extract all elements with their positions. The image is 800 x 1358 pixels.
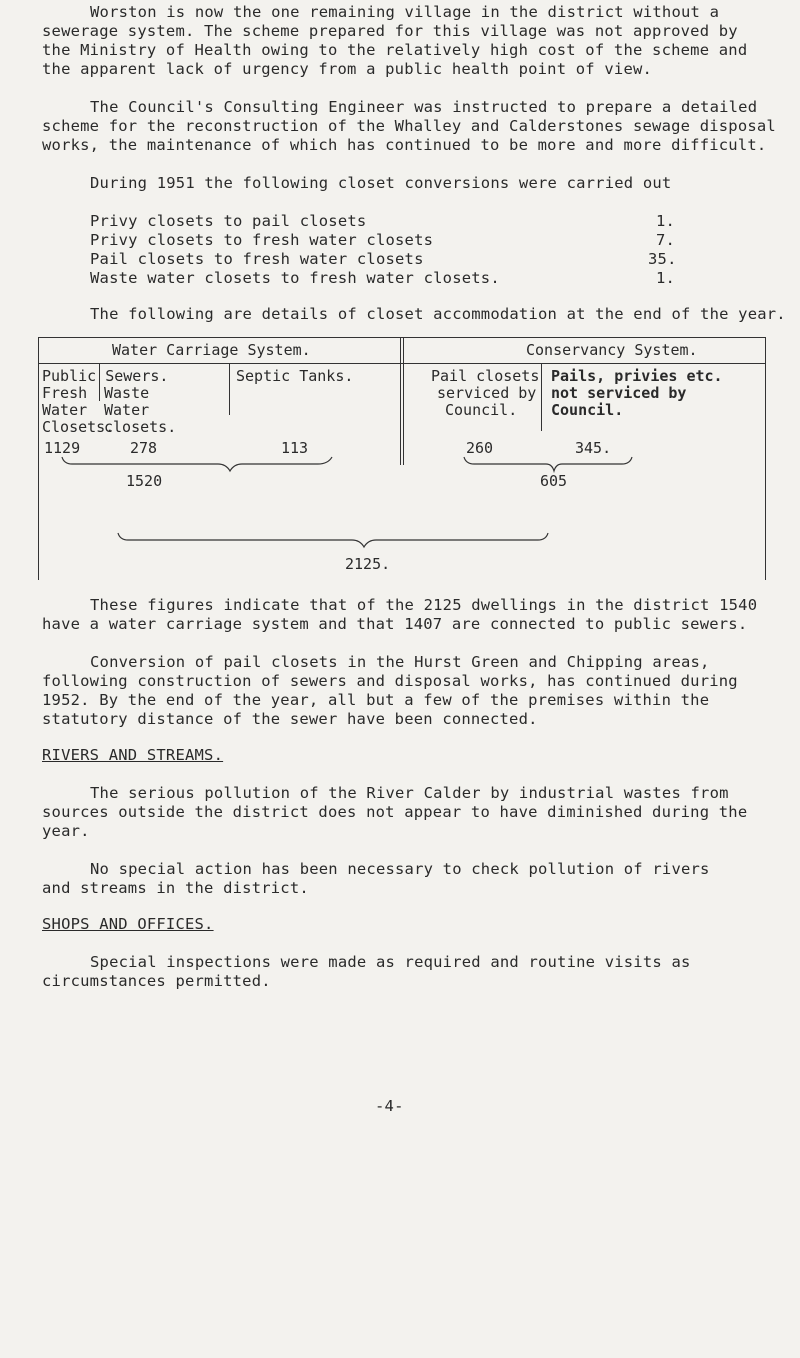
conservancy-subtotal: 605 xyxy=(540,472,568,490)
conversion-value-3: 35. xyxy=(648,250,677,268)
shops-line-1: Special inspections were made as required and routine visits as xyxy=(90,953,691,971)
waste-label: Waste xyxy=(104,384,150,402)
table-intro: The following are details of closet accommodation at the end of the year. xyxy=(90,305,786,323)
rivers-heading: RIVERS AND STREAMS. xyxy=(42,746,224,764)
conversion-para-line-1: Conversion of pail closets in the Hurst Green and Chipping areas, xyxy=(90,653,710,671)
conversion-value-4: 1. xyxy=(656,269,676,287)
waste-water-label: Water xyxy=(104,401,150,419)
pail-council-label: Council. xyxy=(445,401,518,419)
intro-line-3: the Ministry of Health owing to the relatively high cost of the scheme and xyxy=(42,41,748,59)
grouping-braces xyxy=(38,455,766,550)
privies-not-serviced: not serviced by xyxy=(551,384,687,402)
water-carriage-header: Water Carriage System. xyxy=(112,341,311,359)
public-sewers-header: Public Sewers. xyxy=(42,367,169,385)
conversions-intro: During 1951 the following closet conversions were carried out xyxy=(90,174,672,192)
pail-closets-value: 260 xyxy=(466,439,494,457)
privies-council-label: Council. xyxy=(551,401,624,419)
fresh-water-closets-value: 1129 xyxy=(44,439,81,457)
privies-header: Pails, privies etc. xyxy=(551,367,723,385)
conversion-value-2: 7. xyxy=(656,231,676,249)
engineer-line-1: The Council's Consulting Engineer was instructed to prepare a detailed xyxy=(90,98,758,116)
pail-serviced-label: serviced by xyxy=(437,384,537,402)
septic-tanks-value: 113 xyxy=(281,439,309,457)
pail-closets-header: Pail closets xyxy=(431,367,540,385)
closets-label: Closets. xyxy=(42,418,115,436)
waste-closets-label: closets. xyxy=(104,418,177,436)
shops-heading: SHOPS AND OFFICES. xyxy=(42,915,214,933)
intro-line-2: sewerage system. The scheme prepared for this village was not approved by xyxy=(42,22,738,40)
rivers-p2-line-2: and streams in the district. xyxy=(42,879,309,897)
shops-line-2: circumstances permitted. xyxy=(42,972,271,990)
conversion-para-line-4: statutory distance of the sewer have been connected. xyxy=(42,710,538,728)
water-carriage-subtotal: 1520 xyxy=(126,472,163,490)
rivers-p1-line-3: year. xyxy=(42,822,90,840)
conversion-label-1: Privy closets to pail closets xyxy=(90,212,367,230)
privies-value: 345. xyxy=(575,439,612,457)
conversion-label-4: Waste water closets to fresh water closets. xyxy=(90,269,500,287)
conversion-label-3: Pail closets to fresh water closets xyxy=(90,250,424,268)
water-label: Water xyxy=(42,401,88,419)
conversion-value-1: 1. xyxy=(656,212,676,230)
figures-line-1: These figures indicate that of the 2125 dwellings in the district 1540 xyxy=(90,596,758,614)
septic-tanks-header: Septic Tanks. xyxy=(236,367,354,385)
rivers-p2-line-1: No special action has been necessary to check pollution of rivers xyxy=(90,860,710,878)
intro-line-4: the apparent lack of urgency from a public health point of view. xyxy=(42,60,653,78)
intro-line-1: Worston is now the one remaining village in the district without a xyxy=(90,3,720,21)
grand-total: 2125. xyxy=(345,555,391,573)
conversion-label-2: Privy closets to fresh water closets xyxy=(90,231,434,249)
rivers-p1-line-2: sources outside the district does not appear to have diminished during the xyxy=(42,803,748,821)
page-number: -4- xyxy=(375,1097,404,1115)
fresh-label: Fresh xyxy=(42,384,88,402)
waste-water-closets-value: 278 xyxy=(130,439,158,457)
engineer-line-2: scheme for the reconstruction of the Whalley and Calderstones sewage disposal xyxy=(42,117,776,135)
conservancy-header: Conservancy System. xyxy=(526,341,698,359)
rivers-p1-line-1: The serious pollution of the River Calder by industrial wastes from xyxy=(90,784,729,802)
engineer-line-3: works, the maintenance of which has continued to be more and more difficult. xyxy=(42,136,767,154)
conversion-para-line-2: following construction of sewers and disposal works, has continued during xyxy=(42,672,738,690)
figures-line-2: have a water carriage system and that 1407 are connected to public sewers. xyxy=(42,615,748,633)
conversion-para-line-3: 1952. By the end of the year, all but a few of the premises within the xyxy=(42,691,710,709)
